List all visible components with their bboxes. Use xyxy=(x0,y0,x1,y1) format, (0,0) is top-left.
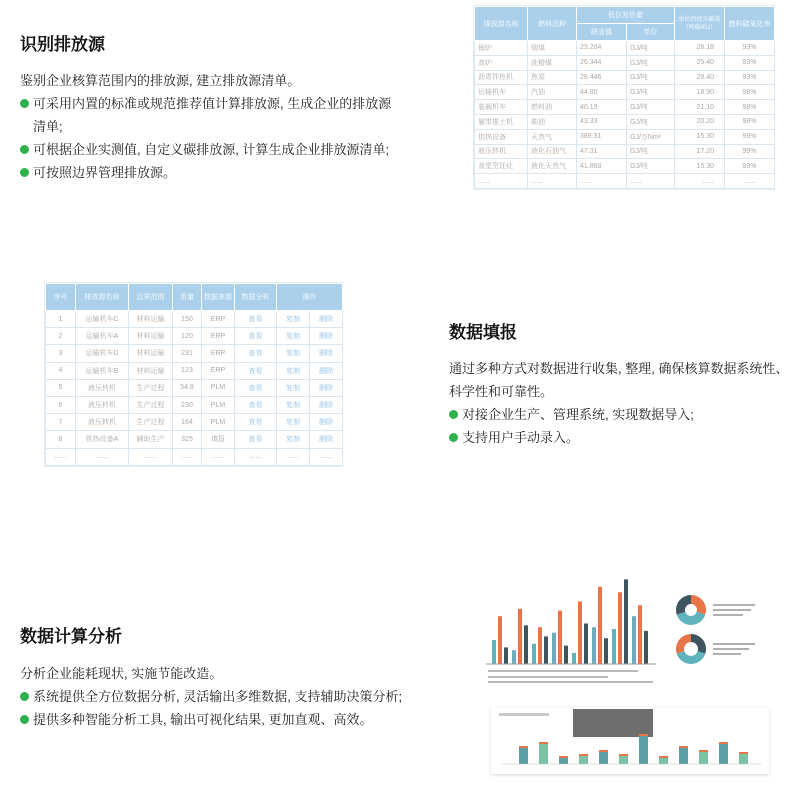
table-cell: 28.446 xyxy=(577,70,627,85)
table-cell: 3 xyxy=(46,345,76,362)
table-cell: GJ/吨 xyxy=(627,100,675,115)
thumbnail-bar xyxy=(539,744,548,764)
table-cell: 柴油 xyxy=(528,114,577,129)
bar-dark xyxy=(504,647,508,664)
table-cell: 40.19 xyxy=(577,100,627,115)
table-cell: 21.10 xyxy=(675,100,725,115)
thumbnail-bar-cap xyxy=(519,746,528,748)
delete-link[interactable]: 删除 xyxy=(310,431,343,448)
pie-slice-dark xyxy=(676,595,691,615)
col-header-default-value: 缺省值 xyxy=(577,24,627,41)
table-cell: ERP xyxy=(202,311,235,328)
table-cell: GJ/吨 xyxy=(627,85,675,100)
col-header-carbon-content: 单位热值含碳量（吨碳/GJ） xyxy=(675,7,725,41)
col-header-unit: 单位 xyxy=(627,24,675,41)
table-cell: 天然气 xyxy=(528,129,577,144)
table-cell: 2 xyxy=(46,328,76,345)
delete-link[interactable]: 删除 xyxy=(310,379,343,396)
table-cell: 液压转机 xyxy=(76,414,129,431)
bullet-dot-icon xyxy=(449,433,458,442)
table-cell: GJ/吨 xyxy=(627,159,675,174)
table-cell: 液压转机 xyxy=(76,379,129,396)
bar-teal xyxy=(612,629,616,664)
pie-slice-orange xyxy=(691,595,706,615)
intro-line: 通过多种方式对数据进行收集, 整理, 确保核算数据系统性、科学性和可靠性。 xyxy=(449,361,789,399)
table-row xyxy=(46,328,343,345)
emission-factor-table xyxy=(474,6,775,189)
data-entry-table xyxy=(45,283,343,466)
bar-dark xyxy=(604,638,608,664)
table-cell: ...... xyxy=(129,448,173,465)
legend-line-placeholder xyxy=(713,643,755,645)
bullet-item xyxy=(449,403,799,426)
view-link[interactable]: 查看 xyxy=(235,431,277,448)
thumbnail-bar xyxy=(679,748,688,764)
table-cell: 汽油 xyxy=(528,85,577,100)
table-cell: 燃料油 xyxy=(528,100,577,115)
copy-link[interactable]: 复制 xyxy=(277,379,310,396)
table-cell: 生产过程 xyxy=(129,379,173,396)
table-row xyxy=(46,362,343,379)
table-cell: 辅助生产 xyxy=(129,431,173,448)
legend-line-placeholder xyxy=(713,609,751,611)
table-cell: 325 xyxy=(173,431,202,448)
table-cell: 99% xyxy=(725,159,775,174)
bullet-text: 支持用户手动录入。 xyxy=(462,430,580,445)
table-row xyxy=(46,448,343,465)
copy-link[interactable]: 复制 xyxy=(277,414,310,431)
table-cell: 沥青拌热机 xyxy=(475,70,528,85)
table-cell: 150 xyxy=(173,311,202,328)
table-cell: 焦炭 xyxy=(528,70,577,85)
table-cell: 17.20 xyxy=(675,144,725,159)
thumbnail-bar-cap xyxy=(559,756,568,758)
table-cell: 43.33 xyxy=(577,114,627,129)
bullet-text: 对接企业生产、管理系统, 实现数据导入; xyxy=(462,407,694,422)
table-cell: 供热设备A xyxy=(76,431,129,448)
thumbnail-bar-cap xyxy=(579,754,588,756)
col-header-boundary: 边界范围 xyxy=(129,284,173,311)
thumbnail-bar xyxy=(519,748,528,764)
bullet-item xyxy=(20,92,400,138)
table-cell: 液化天然气 xyxy=(528,159,577,174)
bar-chart xyxy=(486,579,656,683)
table-row xyxy=(475,114,775,129)
table-cell: 99% xyxy=(725,129,775,144)
table-cell: 123 xyxy=(173,362,202,379)
table-cell: 25.40 xyxy=(675,55,725,70)
delete-link[interactable]: 删除 xyxy=(310,396,343,413)
thumbnail-title-placeholder xyxy=(499,713,549,716)
intro-line: 鉴别企业核算范围内的排放源, 建立排放源清单。 xyxy=(20,73,301,88)
table-cell: 运输机车D xyxy=(76,345,129,362)
delete-link[interactable]: 删除 xyxy=(310,362,343,379)
table-cell: 98% xyxy=(725,85,775,100)
table-cell: 231 xyxy=(173,345,202,362)
section-text-identify xyxy=(20,69,400,184)
bullet-dot-icon xyxy=(20,99,29,108)
table-cell: 29.40 xyxy=(675,70,725,85)
table-cell: PLM xyxy=(202,379,235,396)
table-cell: ERP xyxy=(202,345,235,362)
table-cell: 高炉 xyxy=(475,55,528,70)
thumbnail-bar xyxy=(659,758,668,764)
table-cell: GJ/吨 xyxy=(627,41,675,56)
table-cell: 运输机车A xyxy=(76,328,129,345)
table-cell: 锅炉 xyxy=(475,41,528,56)
table-cell: 98% xyxy=(725,100,775,115)
legend-line-placeholder xyxy=(713,653,741,655)
col-header-data-source: 数据来源 xyxy=(202,284,235,311)
view-link[interactable]: 查看 xyxy=(235,396,277,413)
thumbnail-bar-cap xyxy=(719,742,728,744)
table-cell: ...... xyxy=(202,448,235,465)
table-cell: ...... xyxy=(235,448,277,465)
bullet-item xyxy=(20,708,410,731)
col-header-source-name: 排放源名称 xyxy=(76,284,129,311)
table-cell: ...... xyxy=(475,174,528,189)
view-link[interactable]: 查看 xyxy=(235,311,277,328)
table-cell: 生产过程 xyxy=(129,396,173,413)
thumbnail-bar-cap xyxy=(699,750,708,752)
pie-slice-teal xyxy=(677,612,706,625)
bar-orange xyxy=(598,587,602,664)
bar-orange xyxy=(618,592,622,664)
copy-link[interactable]: 复制 xyxy=(277,362,310,379)
table-cell: PLM xyxy=(202,414,235,431)
table-cell: ERP xyxy=(202,362,235,379)
table-cell: 164 xyxy=(173,414,202,431)
data-entry-table-panel xyxy=(45,283,342,466)
bar-orange xyxy=(518,609,522,664)
view-link[interactable]: 查看 xyxy=(235,328,277,345)
bullet-text: 可根据企业实测值, 自定义碳排放源, 计算生成企业排放源清单; xyxy=(33,142,390,157)
bar-teal xyxy=(572,653,576,664)
thumbnail-bar xyxy=(579,756,588,764)
table-cell: 洗精煤 xyxy=(528,55,577,70)
table-cell: 运输机车B xyxy=(76,362,129,379)
table-row xyxy=(475,100,775,115)
thumbnail-bar-cap xyxy=(659,756,668,758)
table-cell: 20.20 xyxy=(675,114,725,129)
table-cell: 装载机车 xyxy=(475,100,528,115)
delete-link[interactable]: 删除 xyxy=(310,414,343,431)
table-row xyxy=(475,85,775,100)
bar-teal xyxy=(592,627,596,664)
thumbnail-bar xyxy=(719,744,728,764)
bar-dark xyxy=(584,624,588,664)
bullet-dot-icon xyxy=(20,168,29,177)
table-cell: 23.204 xyxy=(577,41,627,56)
table-row xyxy=(475,174,775,189)
thumbnail-bar xyxy=(739,754,748,764)
bullet-text: 系统提供全方位数据分析, 灵活输出多维数据, 支持辅助决策分析; xyxy=(33,689,403,704)
table-cell: 材料运输 xyxy=(129,345,173,362)
table-cell: 材料运输 xyxy=(129,311,173,328)
thumbnail-bar xyxy=(559,758,568,764)
table-cell: 41.868 xyxy=(577,159,627,174)
table-cell: 98% xyxy=(725,114,775,129)
table-cell: 6 xyxy=(46,396,76,413)
table-row xyxy=(46,414,343,431)
thumbnail-bar-cap xyxy=(539,742,548,744)
col-header-analysis: 数据分析 xyxy=(235,284,277,311)
caption-line-placeholder xyxy=(488,670,638,672)
bullet-dot-icon xyxy=(20,715,29,724)
bullet-item xyxy=(20,161,400,184)
caption-line-placeholder xyxy=(488,676,608,678)
bullet-text: 可按照边界管理排放源。 xyxy=(33,165,177,180)
col-header-source: 排放源名称 xyxy=(475,7,528,41)
pie-slice-orange xyxy=(676,634,691,654)
donut-charts xyxy=(676,595,755,664)
table-cell: 93% xyxy=(725,41,775,56)
section-text-data-entry xyxy=(449,357,799,449)
table-cell: 54.8 xyxy=(173,379,202,396)
thumbnail-bar xyxy=(699,752,708,764)
bar-teal xyxy=(632,616,636,664)
thumbnail-bar-cap xyxy=(739,752,748,754)
table-cell: 材料运输 xyxy=(129,362,173,379)
table-cell: 供热设备 xyxy=(475,129,528,144)
table-cell: 液压转机 xyxy=(76,396,129,413)
bullet-dot-icon xyxy=(20,692,29,701)
bar-teal xyxy=(512,650,516,664)
table-cell: 履带推土机 xyxy=(475,114,528,129)
table-cell: 液压转机 xyxy=(475,144,528,159)
table-cell: PLM xyxy=(202,396,235,413)
table-row xyxy=(475,70,775,85)
table-cell: 1 xyxy=(46,311,76,328)
thumbnail-bar xyxy=(599,752,608,764)
table-cell: ...... xyxy=(310,448,343,465)
table-cell: 26.344 xyxy=(577,55,627,70)
table-cell: ...... xyxy=(46,448,76,465)
dashboard-thumbnail xyxy=(491,708,769,774)
table-row xyxy=(46,311,343,328)
bar-teal xyxy=(492,640,496,664)
bar-orange xyxy=(538,627,542,664)
table-cell: ...... xyxy=(76,448,129,465)
table-cell: 99% xyxy=(725,144,775,159)
table-cell: 44.80 xyxy=(577,85,627,100)
bullet-dot-icon xyxy=(20,145,29,154)
emission-factor-table-panel xyxy=(474,6,774,189)
col-header-calorific: 低位发热量 xyxy=(577,7,675,24)
bullet-item xyxy=(449,426,799,449)
table-cell: 烟煤 xyxy=(528,41,577,56)
bullet-item xyxy=(20,138,400,161)
thumbnail-bar-cap xyxy=(639,734,648,736)
col-header-fuel: 燃料品种 xyxy=(528,7,577,41)
thumbnail-bar xyxy=(619,756,628,764)
table-cell: 生产过程 xyxy=(129,414,173,431)
bar-orange xyxy=(558,611,562,664)
table-cell: 填报 xyxy=(202,431,235,448)
caption-line-placeholder xyxy=(488,681,653,683)
thumbnail-bar-cap xyxy=(599,750,608,752)
table-cell: 5 xyxy=(46,379,76,396)
table-cell: 18.90 xyxy=(675,85,725,100)
table-cell: 食堂烹饪灶 xyxy=(475,159,528,174)
bar-dark xyxy=(544,636,548,664)
section-text-analysis xyxy=(20,662,410,731)
table-row xyxy=(46,396,343,413)
table-row xyxy=(46,431,343,448)
table-cell: 93% xyxy=(725,55,775,70)
view-link[interactable]: 查看 xyxy=(235,345,277,362)
thumbnail-bar-cap xyxy=(619,754,628,756)
table-row xyxy=(475,159,775,174)
table-cell: ...... xyxy=(577,174,627,189)
table-cell: 120 xyxy=(173,328,202,345)
table-cell: GJ/万Nm³ xyxy=(627,129,675,144)
bar-dark xyxy=(624,579,628,664)
dashboard-thumbnail-chart xyxy=(491,708,769,774)
intro-line: 分析企业能耗现状, 实施节能改造。 xyxy=(20,666,223,681)
table-row xyxy=(475,55,775,70)
thumbnail-bar xyxy=(639,736,648,764)
table-row xyxy=(46,379,343,396)
table-cell: ...... xyxy=(725,174,775,189)
table-cell: 运输机车 xyxy=(475,85,528,100)
col-header-amount: 用量 xyxy=(173,284,202,311)
legend-line-placeholder xyxy=(713,604,755,606)
table-row xyxy=(475,144,775,159)
bar-orange xyxy=(578,601,582,664)
col-header-oxidation: 燃料碳氧化率 xyxy=(725,7,775,41)
view-link[interactable]: 查看 xyxy=(235,379,277,396)
table-cell: GJ/吨 xyxy=(627,70,675,85)
copy-link[interactable]: 复制 xyxy=(277,311,310,328)
copy-link[interactable]: 复制 xyxy=(277,328,310,345)
table-cell: 47.31 xyxy=(577,144,627,159)
table-cell: 389.31 xyxy=(577,129,627,144)
bar-and-donut-chart xyxy=(478,568,768,688)
table-cell: 15.30 xyxy=(675,129,725,144)
col-header-index: 序号 xyxy=(46,284,76,311)
bar-orange xyxy=(638,605,642,664)
table-cell: ...... xyxy=(173,448,202,465)
copy-link[interactable]: 复制 xyxy=(277,431,310,448)
table-cell: ...... xyxy=(675,174,725,189)
bar-teal xyxy=(552,633,556,664)
thumbnail-tooltip xyxy=(573,709,653,737)
legend-line-placeholder xyxy=(713,614,743,616)
bar-dark xyxy=(644,631,648,664)
table-cell: GJ/吨 xyxy=(627,114,675,129)
bar-dark xyxy=(524,625,528,664)
thumbnail-bar-cap xyxy=(679,746,688,748)
analysis-chart-illustration xyxy=(478,568,768,688)
delete-link[interactable]: 删除 xyxy=(310,345,343,362)
table-cell: 26.18 xyxy=(675,41,725,56)
table-cell: GJ/吨 xyxy=(627,144,675,159)
bar-dark xyxy=(564,646,568,664)
view-link[interactable]: 查看 xyxy=(235,362,277,379)
table-row xyxy=(475,129,775,144)
pie-slice-dark xyxy=(691,634,706,654)
table-cell: 230 xyxy=(173,396,202,413)
table-cell: 8 xyxy=(46,431,76,448)
legend-line-placeholder xyxy=(713,648,749,650)
table-cell: 15.30 xyxy=(675,159,725,174)
delete-link[interactable]: 删除 xyxy=(310,328,343,345)
table-cell: 材料运输 xyxy=(129,328,173,345)
bullet-item xyxy=(20,685,410,708)
view-link[interactable]: 查看 xyxy=(235,414,277,431)
pie-slice-teal xyxy=(677,651,706,664)
col-header-actions: 操作 xyxy=(277,284,343,311)
table-cell: GJ/吨 xyxy=(627,55,675,70)
section-title-identify: 识别排放源 xyxy=(20,35,105,54)
table-cell: ERP xyxy=(202,328,235,345)
bar-teal xyxy=(532,644,536,664)
bullet-text: 提供多种智能分析工具, 输出可视化结果, 更加直观、高效。 xyxy=(33,712,373,727)
table-cell: 运输机车C xyxy=(76,311,129,328)
bar-orange xyxy=(498,616,502,664)
copy-link[interactable]: 复制 xyxy=(277,396,310,413)
section-title-data-entry: 数据填报 xyxy=(449,323,517,342)
delete-link[interactable]: 删除 xyxy=(310,311,343,328)
copy-link[interactable]: 复制 xyxy=(277,345,310,362)
bullet-text: 可采用内置的标准或规范推荐值计算排放源, 生成企业的排放源清单; xyxy=(33,96,392,134)
table-cell: 液化石油气 xyxy=(528,144,577,159)
table-cell: 93% xyxy=(725,70,775,85)
table-cell: ...... xyxy=(627,174,675,189)
table-cell: ...... xyxy=(528,174,577,189)
table-row xyxy=(46,345,343,362)
table-cell: ...... xyxy=(277,448,310,465)
table-row xyxy=(475,41,775,56)
section-title-analysis: 数据计算分析 xyxy=(20,627,122,646)
table-cell: 7 xyxy=(46,414,76,431)
table-cell: 4 xyxy=(46,362,76,379)
bullet-dot-icon xyxy=(449,410,458,419)
